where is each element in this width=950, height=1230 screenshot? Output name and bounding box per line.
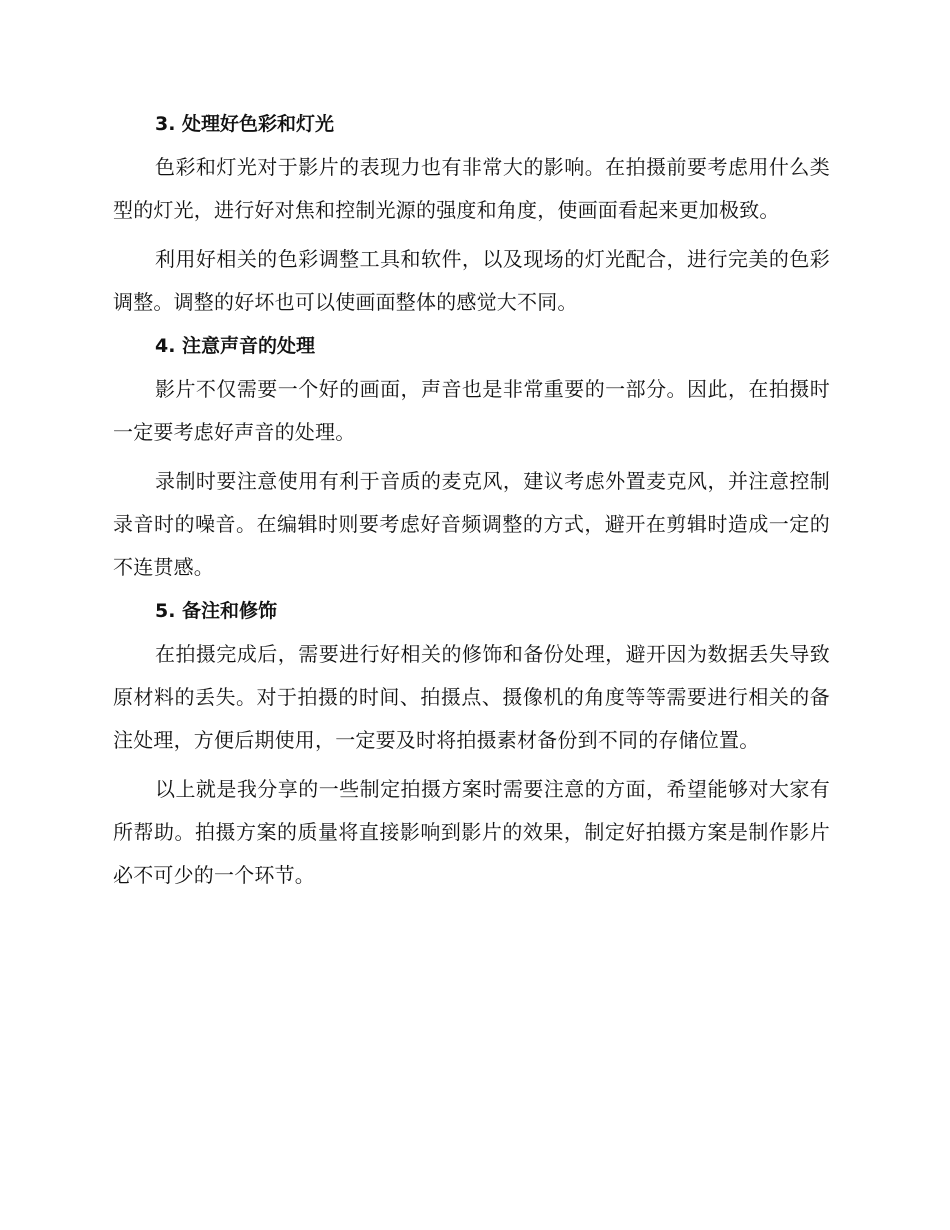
paragraph: 利用好相关的色彩调整工具和软件，以及现场的灯光配合，进行完美的色彩调整。调整的好坏也可以使画面整体的感觉大不同。 [113,247,830,314]
conclusion-paragraph: 以上就是我分享的一些制定拍摄方案时需要注意的方面，希望能够对大家有所帮助。拍摄方案的质量将直接影响到影片的效果，制定好拍摄方案是制作影片必不可少的一个环节。 [113,777,830,887]
section-heading: 4. 注意声音的处理 [155,335,316,357]
section-notes [113,595,830,762]
section-heading: 3. 处理好色彩和灯光 [155,113,335,135]
paragraph: 色彩和灯光对于影片的表现力也有非常大的影响。在拍摄前要考虑用什么类型的灯光，进行好对焦和控制光源的强度和角度，使画面看起来更加极致。 [113,155,830,222]
paragraph: 在拍摄完成后，需要进行好相关的修饰和备份处理，避开因为数据丢失导致原材料的丢失。对于拍摄的时间、拍摄点、摄像机的角度等等需要进行相关的备注处理，方便后期使用，一定要及时将拍摄素材备份到不同的存储位置。 [113,642,830,752]
paragraph: 影片不仅需要一个好的画面，声音也是非常重要的一部分。因此，在拍摄时一定要考虑好声音的处理。 [113,377,830,444]
section-sound [113,330,830,589]
paragraph: 录制时要注意使用有利于音质的麦克风，建议考虑外置麦克风，并注意控制录音时的噪音。在编辑时则要考虑好音频调整的方式，避开在剪辑时造成一定的不连贯感。 [113,469,830,579]
section-heading: 5. 备注和修饰 [155,600,278,622]
section-lighting [113,108,830,324]
